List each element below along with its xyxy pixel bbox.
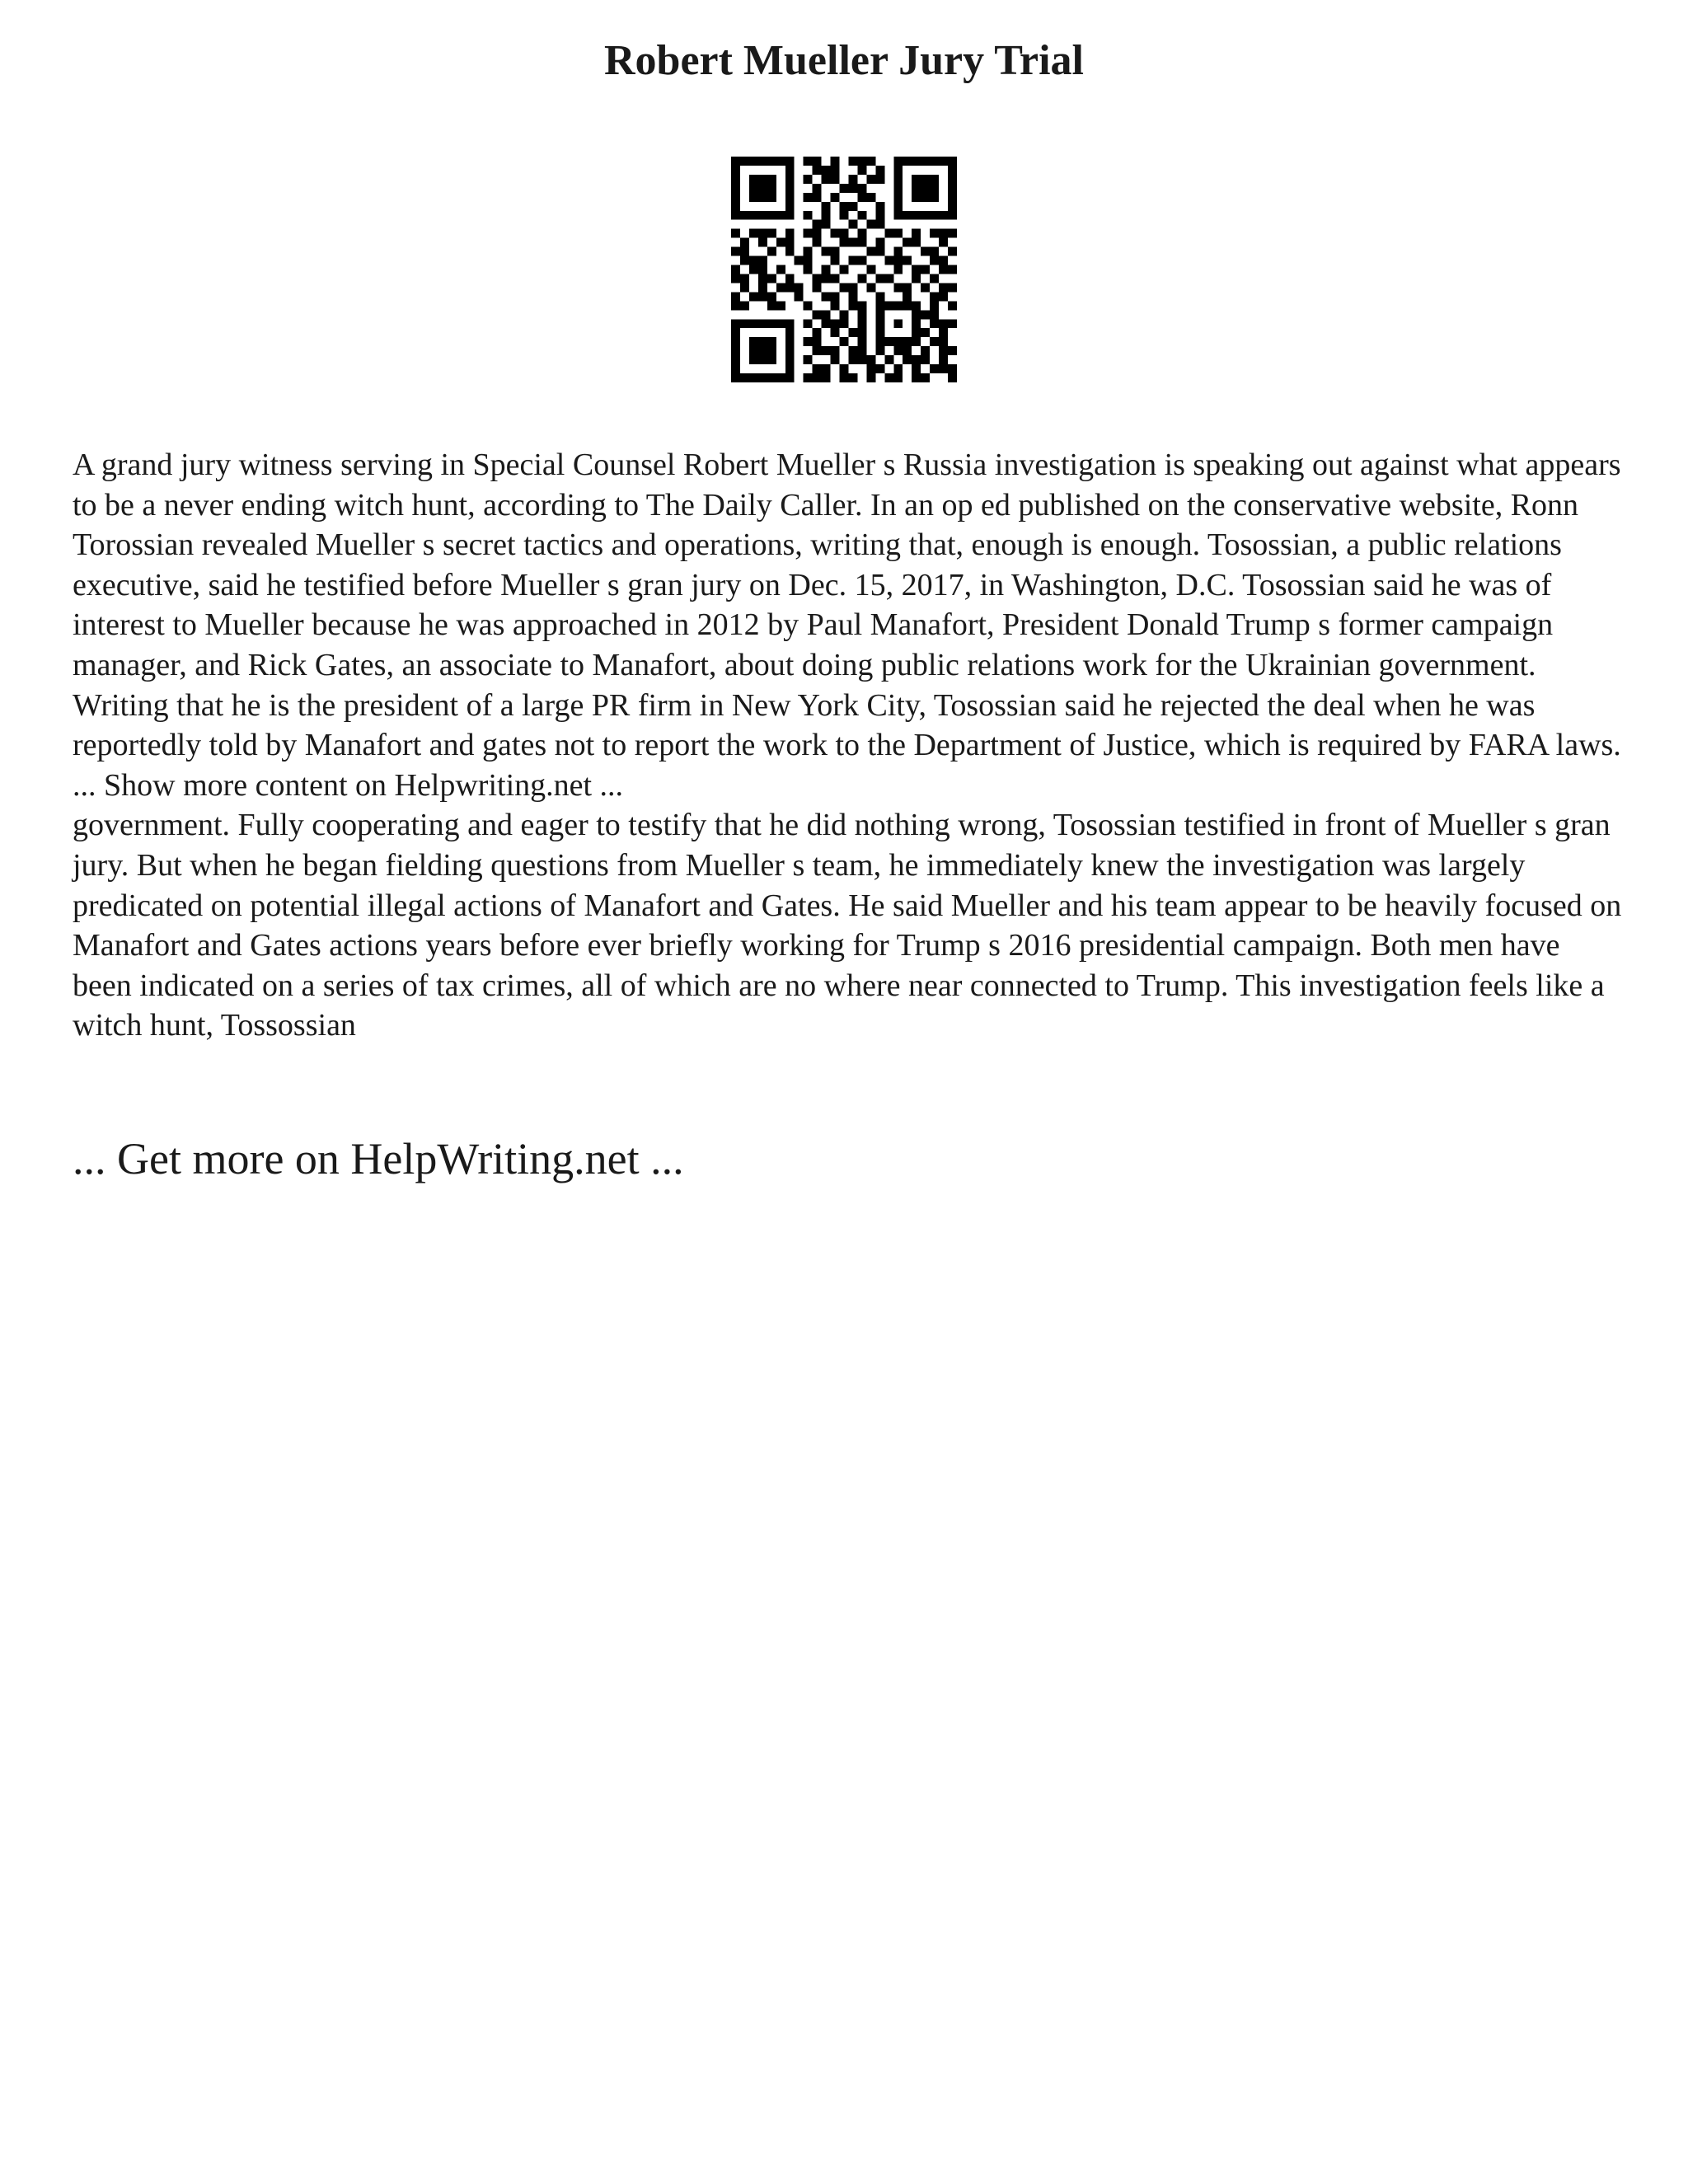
article-body <box>73 445 1622 1046</box>
qr-code-icon <box>731 157 957 382</box>
qr-code-modules <box>731 157 957 382</box>
page-title: Robert Mueller Jury Trial <box>603 37 1084 84</box>
get-more-link[interactable]: ... Get more on HelpWriting.net ... <box>73 1134 684 1183</box>
article-paragraph-2: government. Fully cooperating and eager to testify that he did nothing wrong, Tosossian testified in front of Mueller s gran jury. But when he began fielding questions from Mueller s team, he immediately knew the investigation was largely predicated on potential illegal actions of Manafort and Gates. He said Mueller and his team appear to be heavily focused on Manafort and Gates actions years before ever briefly working for Trump s 2016 presidential campaign. Both men have been indicated on a series of tax crimes, all of which are no where near connected to Trump. This investigation feels like a witch hunt, Tossossian <box>73 808 1622 1043</box>
article-paragraph-1: A grand jury witness serving in Special Counsel Robert Mueller s Russia investigation is speaking out against what appears to be a never ending witch hunt, according to The Daily Caller. In an op ed published on the conservative website, Ronn Torossian revealed Mueller s secret tactics and operations, writing that, enough is enough. Tosossian, a public relations executive, said he testified before Mueller s gran jury on Dec. 15, 2017, in Washington, D.C. Tosossian said he was of interest to Mueller because he was approached in 2012 by Paul Manafort, President Donald Trump s former campaign manager, and Rick Gates, an associate to Manafort, about doing public relations work for the Ukrainian government. Writing that he is the president of a large PR firm in New York City, Tosossian said he rejected the deal when he was reportedly told by Manafort and gates not to report the work to the Department of Justice, which is required by FARA laws. ... Show more content on Helpwriting.net ... <box>73 448 1621 803</box>
